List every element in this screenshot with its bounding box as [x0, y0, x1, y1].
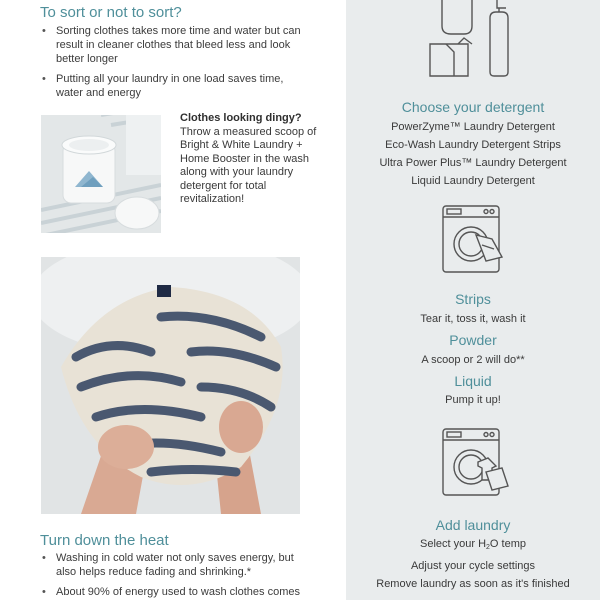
liquid-heading: Liquid — [454, 373, 492, 389]
list-item: Ultra Power Plus™ Laundry Detergent — [379, 157, 567, 169]
booster-jar-photo — [41, 115, 161, 233]
list-item: Select your $H_2O$ temp — [419, 538, 526, 551]
heat-heading: Turn down the heat — [40, 532, 169, 549]
list-item: Remove laundry as soon as it's finished — [376, 578, 570, 590]
list-item: • Putting all your laundry in one load saves time, water and energy — [40, 72, 302, 100]
list-item: Liquid Laundry Detergent — [411, 175, 535, 187]
sort-bullets — [40, 24, 302, 106]
add-laundry-heading: Add laundry — [435, 517, 511, 533]
list-item: PowerZyme™ Laundry Detergent — [391, 121, 555, 133]
detergent-list — [346, 118, 600, 190]
detergent-heading: Choose your detergent — [401, 99, 545, 115]
detergent-containers-icon — [424, 0, 524, 83]
list-item: • Sorting clothes takes more time and water but can result in cleaner clothes that bleed less and look better longer — [40, 24, 302, 66]
washing-machine-icon — [442, 205, 506, 278]
add-laundry-steps — [346, 535, 600, 593]
dingy-tip — [180, 112, 320, 207]
dingy-heading: Clothes looking dingy? — [180, 112, 302, 124]
strips-text: Tear it, toss it, wash it — [420, 313, 526, 325]
heat-bullets — [40, 551, 302, 600]
liquid-text: Pump it up! — [445, 394, 501, 406]
list-item: Adjust your cycle settings — [410, 560, 536, 572]
dingy-body: Throw a measured scoop of Bright & White Laundry + Home Booster in the wash along with your laundry detergent for total revitalization! — [180, 125, 317, 205]
right-panel — [346, 0, 600, 600]
powder-text: A scoop or 2 will do** — [421, 354, 525, 366]
washing-machine-laundry-icon — [442, 428, 512, 501]
list-item: • About 90% of energy used to wash clothes comes — [40, 585, 302, 599]
handwash-photo — [41, 257, 300, 514]
list-item: Eco-Wash Laundry Detergent Strips — [385, 139, 561, 151]
strips-heading: Strips — [455, 291, 491, 307]
list-item: • Washing in cold water not only saves energy, but also helps reduce fading and shrinking.* — [40, 551, 302, 579]
sort-heading: To sort or not to sort? — [40, 4, 182, 21]
powder-heading: Powder — [449, 332, 497, 348]
